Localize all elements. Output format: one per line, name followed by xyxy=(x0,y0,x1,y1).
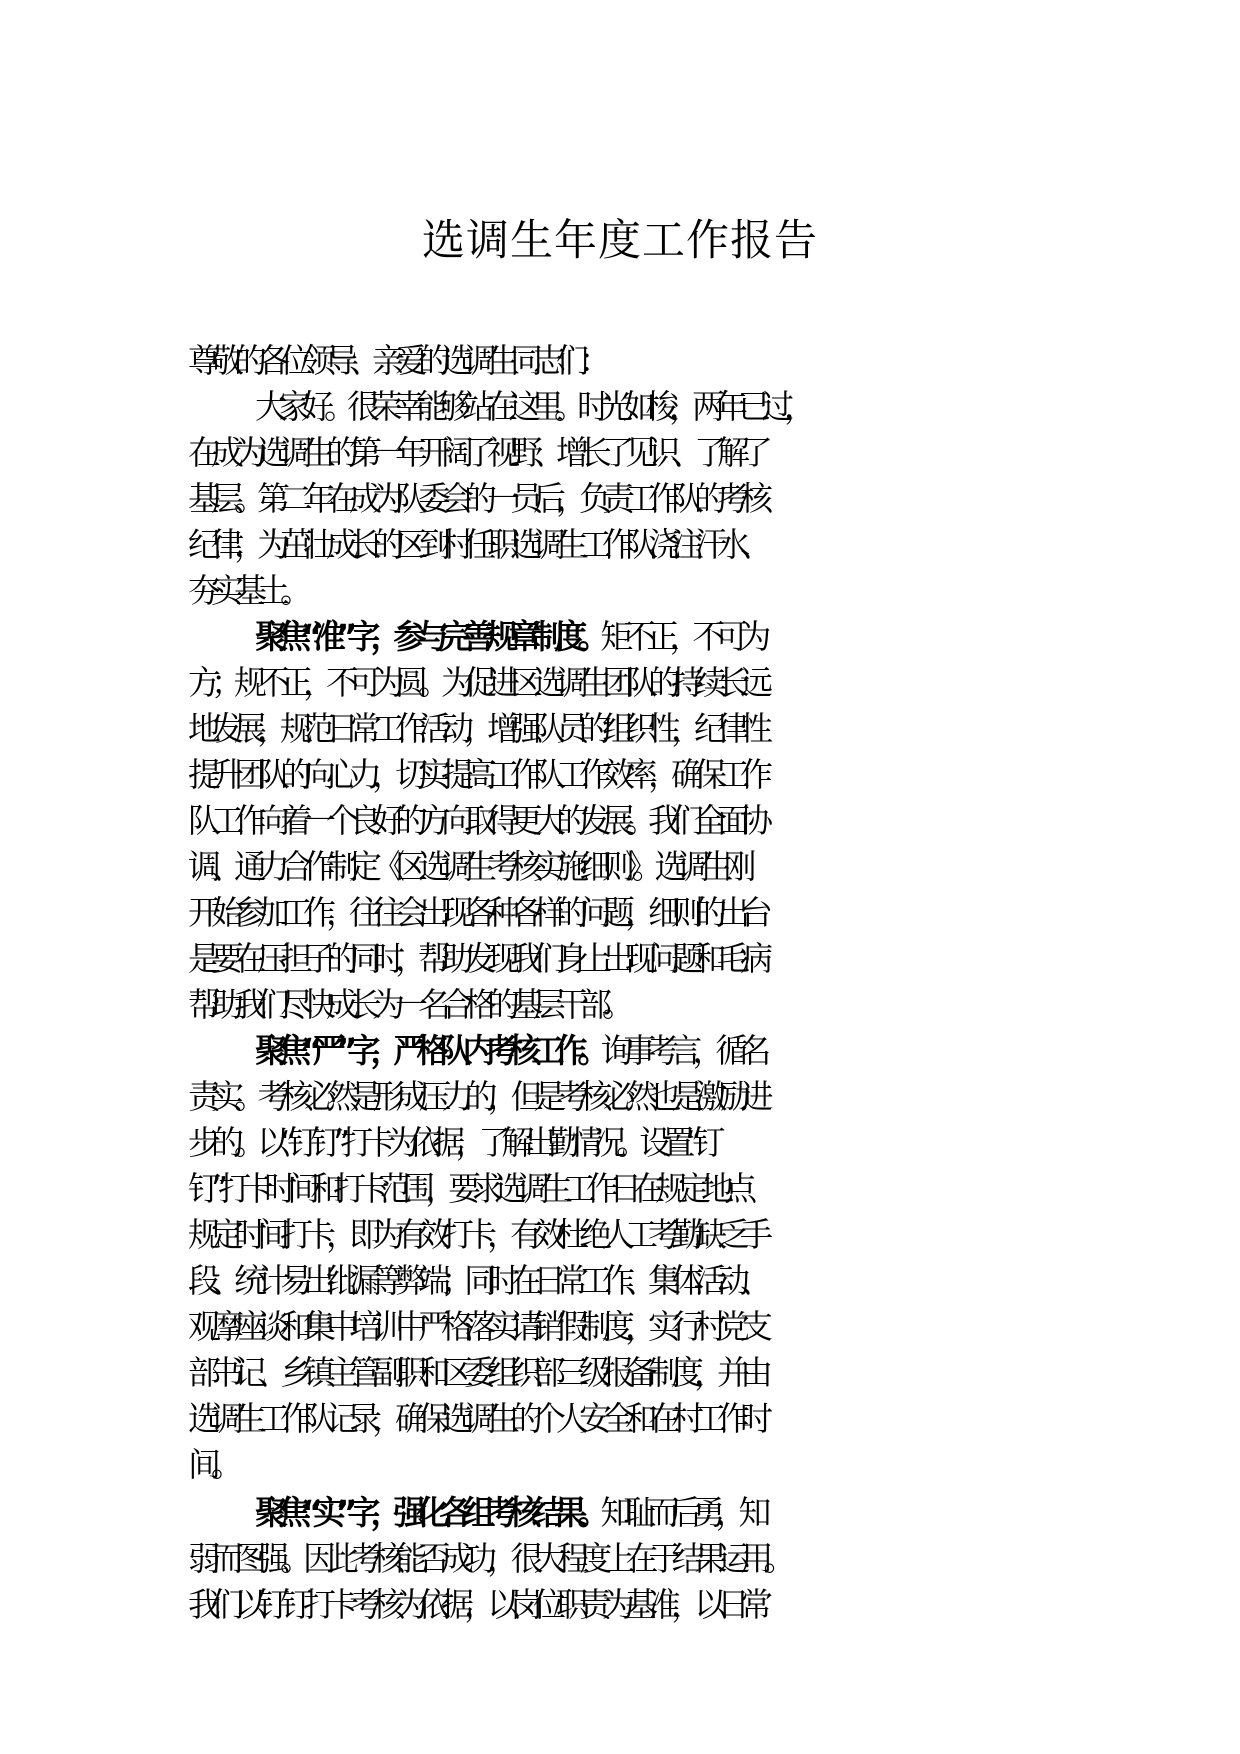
text-line xyxy=(188,1120,1240,1166)
text-line xyxy=(188,614,1240,660)
line-text: 弱而图强。因此考核能否成功， 很大程度上在于结果运用。 xyxy=(188,1539,787,1578)
document-body xyxy=(188,338,1240,1628)
line-text: 段、统计易出纰漏等弊端；同时在日常工作、集体活动、 xyxy=(188,1261,763,1300)
line-text: 纪律，为茁壮成长的区到村任职选调生工作队浇注汗水、 xyxy=(188,525,763,564)
line-text: 开始参加工作，往往会出现各种各样的问题，细则的出台 xyxy=(188,893,763,932)
text-line xyxy=(188,982,1240,1028)
line-text: 部书记、乡镇主管副职和区委组织部三级报备制度，并由 xyxy=(188,1353,763,1392)
text-line xyxy=(188,430,1240,476)
text-line xyxy=(188,706,1240,752)
text-line xyxy=(188,1028,1240,1074)
section-heading: 聚焦“准”字，参与完善规章制度。 xyxy=(255,617,601,656)
text-line xyxy=(188,1350,1240,1396)
line-text: 尊敬的各位领导、亲爱的选调生同志们： xyxy=(188,341,602,380)
line-text: 帮助我们尽快成长为一名合格的基层干部。 xyxy=(188,985,625,1024)
text-line xyxy=(188,1166,1240,1212)
line-text: 大家好。很荣幸能够站在这里。时光如梭，两年已过， xyxy=(255,387,807,426)
line-text: 地发展，规范日常工作活动，增强队员的组织性，纪律性 xyxy=(188,709,763,748)
document-title: 选调生年度工作报告 xyxy=(422,216,818,266)
section-heading: 聚焦“严”字，严格队内考核工作。 xyxy=(255,1031,601,1070)
line-text: 钉”打卡时间和打卡范围，要求选调生工作日在规定地点 xyxy=(188,1169,748,1208)
text-line xyxy=(188,1258,1240,1304)
text-line xyxy=(188,1582,1240,1628)
line-text: 队工作向着一个良好的方向取得更大的发展。我们全面协 xyxy=(188,801,763,840)
text-line xyxy=(188,384,1240,430)
line-text: 知耻而后勇，知 xyxy=(600,1493,762,1532)
line-text: 间。 xyxy=(188,1445,234,1484)
section-heading: 聚焦“实”字，强化各组考核结果。 xyxy=(255,1493,601,1532)
text-line xyxy=(188,752,1240,798)
line-text: 是要在压担子的同时，帮助发现我们身上出现问题和毛病 xyxy=(188,939,763,978)
line-text: 选调生工作队记录，确保选调生的个人安全和在村工作时 xyxy=(188,1399,763,1438)
text-line xyxy=(188,1304,1240,1350)
text-line xyxy=(188,844,1240,890)
text-line xyxy=(188,1074,1240,1120)
line-text: 规定时间打卡，即为有效打卡，有效杜绝人工考勤缺乏手 xyxy=(188,1215,763,1254)
line-text: 提升团队的向心力，切实提高工作队工作效率，确保工作 xyxy=(188,755,763,794)
text-line xyxy=(188,522,1240,568)
text-line xyxy=(188,1490,1240,1536)
line-text: 基层。第二年在成为队委会的一员后，负责工作队的考核 xyxy=(188,479,763,518)
text-line xyxy=(188,476,1240,522)
text-line xyxy=(188,1396,1240,1442)
line-text: 步的。以“钉钉”打卡为依据，了解出勤情况。设置“钉 xyxy=(188,1123,716,1162)
text-line xyxy=(188,1212,1240,1258)
line-text: 在成为选调生的第一年开阔了视野、增长了见识、了解了 xyxy=(188,433,763,472)
text-line xyxy=(188,568,1240,614)
text-line xyxy=(188,1536,1240,1582)
text-line xyxy=(188,660,1240,706)
line-text: 责实。 考核必然是形成压力的，但是考核必然也是激励进 xyxy=(188,1077,764,1116)
text-line xyxy=(188,798,1240,844)
text-line xyxy=(188,1442,1240,1488)
line-text: 调、通力合作制定《区选调生考核实施细则》。选调生刚 xyxy=(188,847,747,886)
line-text: 夯实基土。 xyxy=(188,571,303,610)
text-line xyxy=(188,890,1240,936)
line-text: 观摩座谈和集中培训中严格落实请销假制度，实行村党支 xyxy=(188,1307,763,1346)
line-text: 我们以钉钉打卡考核为依据，以岗位职责为基准，以日常 xyxy=(188,1585,763,1624)
line-text: 询事考言，循名 xyxy=(600,1031,762,1070)
text-line xyxy=(188,338,1240,384)
line-text: 矩不正，不可为 xyxy=(600,617,762,656)
line-text: 方；规不正，不可为圆。为促进区选调生团队的持续长远 xyxy=(188,663,763,702)
text-line xyxy=(188,936,1240,982)
